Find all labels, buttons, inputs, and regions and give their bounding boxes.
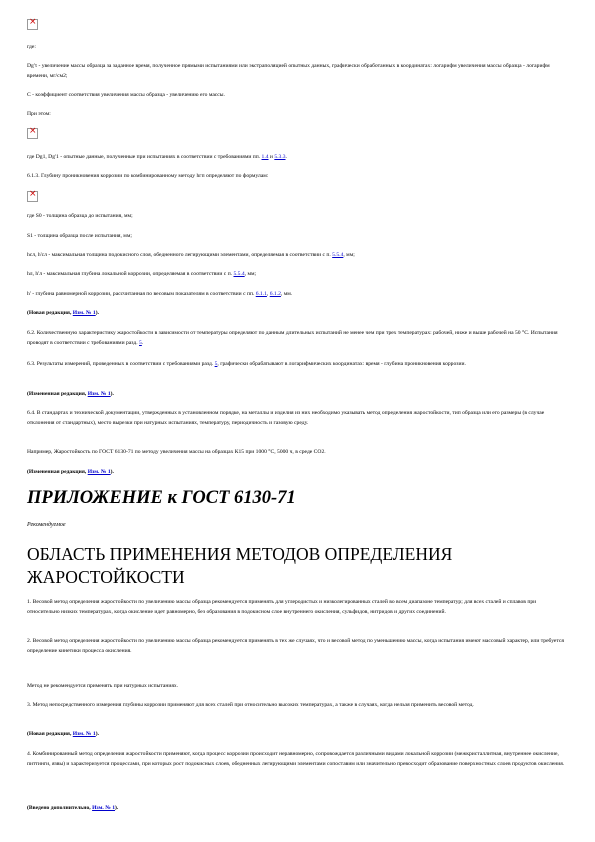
appendix-title: ПРИЛОЖЕНИЕ к ГОСТ 6130-71: [27, 488, 296, 508]
edit-note: (Измененная редакция, Изм. № 1).: [27, 391, 114, 397]
text-appendix-4: 4. Комбинированный метод определения жаростойкости применяют, когда процесс коррозии происходит неравномерно, сопровождается различными видами локальной коррозии (межкристаллитная, внутреннее окисление, питтинги, язвы) и характеризуется процессами, при которых рост подокисных слоев, обедненных легирующими элементами сопоставим или значительно превосходит образование поверхностных слоев продуктов окисления.: [27, 751, 565, 767]
link-izm-1[interactable]: Изм. № 1: [92, 805, 116, 811]
formula-image-placeholder: [27, 19, 38, 30]
recommended-label: Рекомендуемое: [27, 522, 66, 528]
text-appendix-2: 2. Весовой метод определения жаростойкости по увеличению массы образца рекомендуется применять в тех же случаях, что и весовой метод по уменьшению массы, когда испытания имеют массовый характер, или требуется определение кинетики процесса окисления.: [27, 638, 564, 654]
text-appendix-1: 1. Весовой метод определения жаростойкости по увеличению массы образца рекомендуется применять для углеродистых и низколегированных сталей во всем диапазоне температур; для всех сталей и сплавов при относительно низких температурах, когда окисление идет равномерно, без образования в подокисном слое внутреннего окисления, сульфидов, нитридов и других соединений.: [27, 599, 537, 615]
link-5-5-4[interactable]: 5.5.4: [332, 252, 344, 258]
link-1-4[interactable]: 1.4: [261, 154, 269, 160]
text-appendix-3: 3. Метод непосредственного измерения глубины коррозии применяют для всех сталей при относительно высоких температурах, а также в случаях, когда нельзя применить весовой метод.: [27, 702, 474, 708]
text-hl: hл, h'л - максимальная глубина локальной коррозии, определяемая в соответствии с п. 5.5.4, мм;: [27, 271, 257, 277]
text-hsl: hсл, h'сл - максимальная толщина подокисного слоя, обедненного легирующими элементами, определяемая в соответствии с п. 5.5.4, мм;: [27, 252, 355, 258]
text-thus: При этом:: [27, 111, 51, 117]
link-section-5[interactable]: 5: [214, 361, 218, 367]
edit-note: (Новая редакция, Изм. № 1).: [27, 310, 99, 316]
text-c-definition: C - коэффициент соответствия увеличения массы образца - увеличению его массы.: [27, 92, 225, 98]
link-izm-1[interactable]: Изм. № 1: [72, 731, 96, 737]
link-6-1-2[interactable]: 6.1.2: [269, 291, 281, 297]
formula-image-placeholder: [27, 128, 38, 139]
link-6-1-1[interactable]: 6.1.1: [255, 291, 267, 297]
text-where-dg1: где Dg1, Dg'1 - опытные данные, полученные при испытаниях в соответствии с требованиями пп. 1.4 и 5.3.3.: [27, 154, 287, 160]
text-appendix-2b: Метод не рекомендуется применять при натурных испытаниях.: [27, 683, 179, 689]
text-6-4: 6.4. В стандартах и технической документации, утвержденных в установленном порядке, на металлы и изделия из них необходимо указывать метод определения жаростойкости, тип образца или его размеры (в случае отклонения от стандартных), место вырезки при натурных испытаниях, температуру, периодичность и газовую среду.: [27, 410, 545, 426]
link-5-5-4[interactable]: 5.5.4: [233, 271, 245, 277]
text-dg-definition: Dg'τ - увеличение массы образца за заданное время, полученное прямыми испытаниями или экстраполяцией опытных данных, графически обработанных в координатах: логарифм увеличения массы образца - логарифм времени, мг/см2;: [27, 63, 550, 79]
edit-note: (Измененная редакция, Изм. № 1).: [27, 469, 114, 475]
link-section-5[interactable]: 5: [139, 340, 142, 346]
text-s1: S1 - толщина образца после испытания, мм;: [27, 233, 132, 239]
edit-note: (Введено дополнительно, Изм. № 1).: [27, 805, 119, 811]
link-izm-1[interactable]: Изм. № 1: [87, 391, 111, 397]
link-izm-1[interactable]: Изм. № 1: [72, 310, 96, 316]
page-heading: ОБЛАСТЬ ПРИМЕНЕНИЯ МЕТОДОВ ОПРЕДЕЛЕНИЯ ЖАРОСТОЙКОСТИ: [27, 544, 453, 587]
text-6-3: 6.3. Результаты измерений, проведенных в соответствии с требованиями разд. 5, графически обрабатывают в логарифмических координатах: время - глубина проникновения коррозии.: [27, 361, 466, 367]
link-izm-1[interactable]: Изм. № 1: [87, 469, 111, 475]
edit-note: (Новая редакция, Изм. № 1).: [27, 731, 99, 737]
text-s0: где S0 - толщина образца до испытания, мм;: [27, 213, 133, 219]
text-hr: h' - глубина равномерной коррозии, рассчитанная по весовым показателям в соответствии с пп. 6.1.1, 6.1.2, мм.: [27, 291, 293, 297]
link-5-3-3[interactable]: 5.3.3: [274, 154, 286, 160]
text-example: Например, Жаростойкость по ГОСТ 6130-71 по методу увеличения массы на образцах К15 при 1000 °C, 5000 ч, в среде CO2.: [27, 449, 326, 455]
text-where: где:: [27, 44, 36, 50]
text-6-2: 6.2. Количественную характеристику жаростойкости в зависимости от температуры определяют по данным длительных испытаний не менее чем при трех температурах: рабочей, ниже и выше рабочей на 50 °C. Испытания проводят в соответствии с требованиями разд. 5.: [27, 330, 558, 346]
text-6-1-3: 6.1.3. Глубину проникновения коррозии по комбинированному методу hгп определяют по формулам:: [27, 173, 269, 179]
formula-image-placeholder: [27, 191, 38, 202]
